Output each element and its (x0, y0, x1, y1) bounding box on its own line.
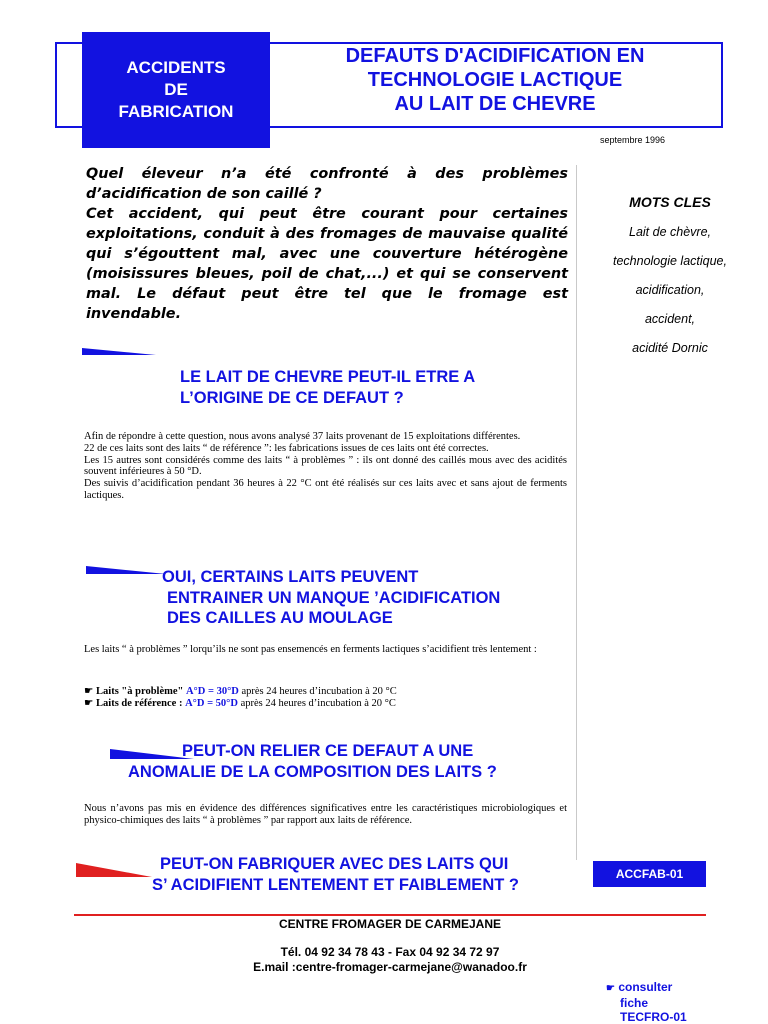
hand-pointer-icon: ☛ (84, 697, 94, 709)
section1-paragraph: Des suivis d’acidification pendant 36 heures à 22 °C ont été réalisés sur ces laits avec et sans ajout de ferments lactiques. (84, 478, 567, 501)
section1-paragraph: Les 15 autres sont considérés comme des laits “ à problèmes ” : ils ont donné des caillés mous avec des acidités souvent inférieures à 50 °D. (84, 454, 567, 478)
consult-line2: fiche (620, 996, 649, 1010)
column-divider (576, 165, 577, 860)
section2-title-line: OUI, CERTAINS LAITS PEUVENT (162, 568, 419, 586)
footer-email[interactable]: E.mail :centre-fromager-carmejane@wanadoo.fr (253, 960, 527, 974)
section3-paragraph: Nous n’avons pas mis en évidence des différences significatives entre les caractéristiques microbiologiques et physico-chimiques des laits “ à problèmes ” par rapport aux laits de référence. (84, 803, 567, 826)
footer-divider (74, 914, 706, 916)
keyword-item: accident, (644, 312, 696, 326)
section2-title (162, 567, 572, 629)
document-date: septembre 1996 (600, 135, 666, 145)
bullet-label: Laits de référence : (96, 697, 183, 709)
consult-reference (606, 980, 687, 1024)
keyword-item: acidité Dornic (632, 341, 708, 355)
section3-title-line: PEUT-ON RELIER CE DEFAUT A UNE (182, 742, 474, 760)
header-box-line: FABRICATION (118, 102, 234, 121)
intro-question: Quel éleveur n’a été confronté à des problèmes d’acidification de son caillé ? (86, 166, 568, 202)
intro-text (86, 164, 568, 324)
section1-body (84, 431, 567, 502)
section1-paragraph: Afin de répondre à cette question, nous avons analysé 37 laits provenant de 15 exploitations différentes. (84, 431, 521, 442)
keyword-item: Lait de chèvre, (629, 225, 711, 239)
document-code-badge: ACCFAB-01 (593, 861, 706, 887)
keywords-title: MOTS CLES (629, 194, 711, 210)
keywords-panel (590, 194, 750, 370)
footer-organization: CENTRE FROMAGER DE CARMEJANE (278, 917, 501, 931)
document-title (280, 44, 710, 116)
title-line: DEFAUTS D'ACIDIFICATION EN (345, 45, 645, 67)
section4-title (152, 854, 592, 895)
consult-line (606, 980, 687, 996)
section1-title-line: L’ORIGINE DE CE DEFAUT ? (180, 388, 404, 407)
intro-paragraph: Cet accident, qui peut être courant pour certaines exploitations, conduit à des fromages de mauvaise qualité qui s’égouttent mal, avec une couverture hétérogène (moisissures bleues, poil de chat,...) et qui se conservent mal. Le défaut peut être tel que le fromage est invendable. (86, 206, 568, 322)
section3-body (84, 803, 567, 827)
consult-line1: consulter (618, 980, 673, 994)
keyword-item: acidification, (635, 283, 705, 297)
footer-phone: Tél. 04 92 34 78 43 - Fax 04 92 34 72 97 (280, 945, 500, 959)
section1-paragraph: 22 de ces laits sont des laits “ de référence ”: les fabrications issues de ces laits ont été correctes. (84, 442, 489, 454)
section4-title-line: PEUT-ON FABRIQUER AVEC DES LAITS QUI (160, 855, 509, 873)
title-line: AU LAIT DE CHEVRE (394, 93, 596, 115)
footer (130, 917, 650, 975)
bullet-label: Laits "à problème" (96, 686, 184, 697)
bullet-item (84, 698, 567, 710)
section3-title-line: ANOMALIE DE LA COMPOSITION DES LAITS ? (128, 762, 497, 781)
pennant-marker-red (76, 863, 152, 877)
bullet-rest: après 24 heures d’incubation à 20 °C (241, 686, 397, 697)
section2-body (84, 644, 567, 656)
header-box-line: ACCIDENTS (126, 58, 226, 77)
section4-title-line: S’ ACIDIFIENT LENTEMENT ET FAIBLEMENT ? (152, 875, 519, 894)
bullet-rest: après 24 heures d’incubation à 20 °C (240, 697, 396, 709)
acidity-value: A°D = 30°D (185, 686, 239, 697)
hand-pointer-icon: ☛ (606, 983, 615, 994)
header-category-box (82, 32, 270, 148)
header-box-line: DE (164, 80, 188, 99)
section1-title-line: LE LAIT DE CHEVRE PEUT-IL ETRE A (180, 368, 476, 386)
section2-title-line: DES CAILLES AU MOULAGE (167, 609, 393, 627)
pennant-marker (82, 348, 156, 355)
bullet-list (84, 686, 567, 710)
section2-paragraph: Les laits “ à problèmes ” lorqu’ils ne sont pas ensemencés en ferments lactiques s’acidifient très lentement : (84, 644, 537, 655)
section1-title (180, 367, 560, 408)
hand-pointer-icon: ☛ (84, 686, 94, 697)
acidity-value: A°D = 50°D (185, 697, 238, 709)
section3-title (128, 741, 573, 782)
title-line: TECHNOLOGIE LACTIQUE (367, 69, 623, 91)
keyword-item: technologie lactique, (613, 254, 727, 268)
consult-line3: TECFRO-01 (620, 1010, 687, 1024)
bullet-item (84, 686, 567, 698)
section2-title-line: ENTRAINER UN MANQUE ’ACIDIFICATION (167, 588, 501, 607)
pennant-marker (86, 566, 166, 574)
